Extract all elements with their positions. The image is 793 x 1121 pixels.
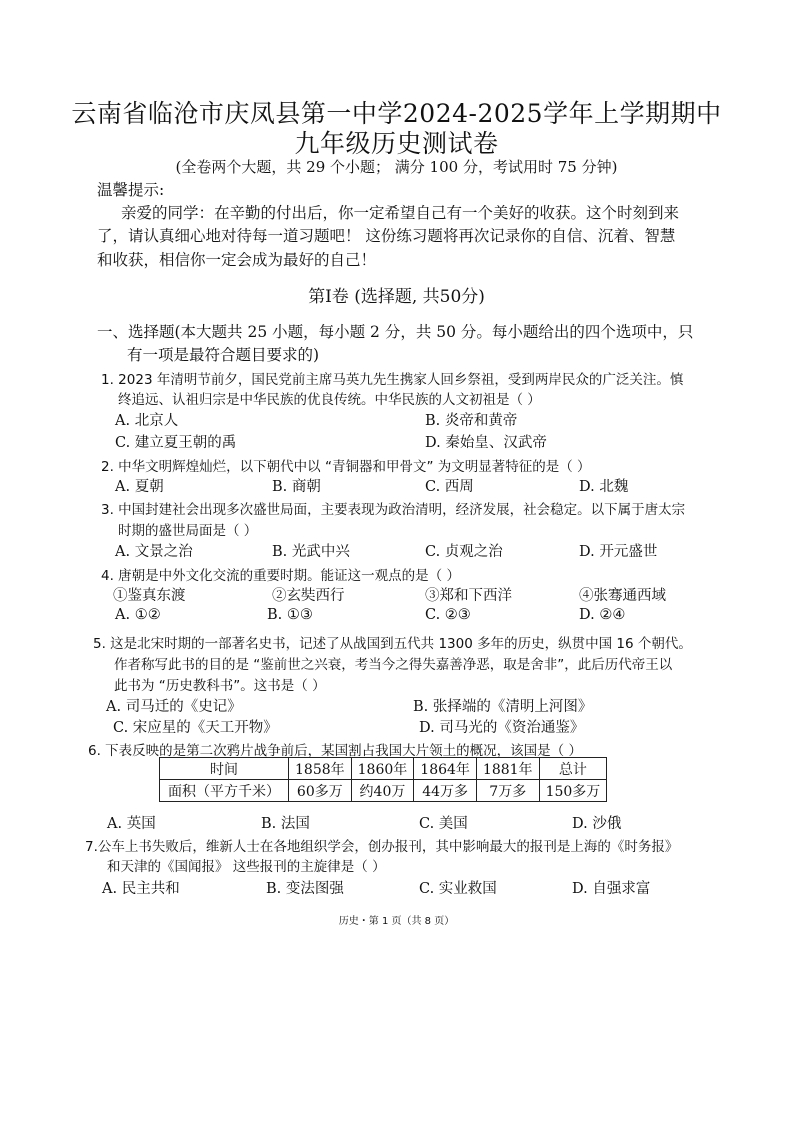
- q2-option-c: C. 西周: [425, 479, 474, 495]
- table-cell: 1881年: [476, 758, 539, 780]
- q6-option-b: B. 法国: [261, 816, 310, 832]
- table-cell: 60多万: [289, 780, 352, 802]
- section-title: 第Ⅰ卷 (选择题, 共50分): [308, 287, 485, 307]
- table-cell: 1864年: [414, 758, 477, 780]
- q7-option-a: A. 民主共和: [102, 881, 180, 897]
- section-intro-line2: 有一项是最符合题目要求的): [127, 346, 320, 364]
- tips-line3: 和收获，相信你一定会成为最好的自己！: [97, 251, 377, 269]
- q4-stem-line1: 4. 唐朝是中外文化交流的重要时期。能证这一观点的是（ ）: [101, 568, 460, 584]
- q2-option-b: B. 商朝: [272, 479, 321, 495]
- q4-option-b: B. ①③: [267, 607, 313, 623]
- q7-stem-line1: 7.公车上书失败后，维新人士在各地组织学会，创办报刊，其中影响最大的报刊是上海的《时务报》: [85, 839, 679, 855]
- table-cell: 约40万: [351, 780, 414, 802]
- q7-option-c: C. 实业救国: [419, 881, 497, 897]
- section-intro-line1: 一、选择题(本大题共 25 小题，每小题 2 分，共 50 分。每小题给出的四个选项中，只: [97, 323, 694, 341]
- q7-stem-line2: 和天津的《国闻报》 这些报刊的主旋律是（ ）: [107, 859, 386, 875]
- tips-heading: 温馨提示:: [97, 181, 165, 199]
- q4-item-3: ③郑和下西洋: [425, 588, 512, 604]
- q5-stem-line1: 5. 这是北宋时期的一部著名史书，记述了从战国到五代共 1300 多年的历史，纵贯中国 16 个朝代。: [93, 636, 692, 652]
- q1-option-c: C. 建立夏王朝的禹: [115, 435, 237, 451]
- table-cell: 1858年: [289, 758, 352, 780]
- q3-stem-line2: 时期的盛世局面是（ ）: [118, 523, 258, 539]
- table-row: [160, 758, 607, 780]
- q4-item-2: ②玄奘西行: [272, 588, 345, 604]
- q6-data-table: [159, 757, 607, 802]
- q4-item-1: ①鉴真东渡: [113, 588, 186, 604]
- q2-option-a: A. 夏朝: [115, 479, 164, 495]
- q5-option-d: D. 司马光的《资治通鉴》: [419, 720, 585, 736]
- q6-option-d: D. 沙俄: [572, 816, 622, 832]
- q3-option-b: B. 光武中兴: [272, 544, 350, 560]
- q5-stem-line2: 作者称写此书的目的是 “鉴前世之兴衰，考当今之得失嘉善净恶，取是舍非”，此后历代帝王以: [114, 657, 673, 673]
- q2-option-d: D. 北魏: [579, 479, 629, 495]
- q7-option-d: D. 自强求富: [572, 881, 651, 897]
- table-row: [160, 780, 607, 802]
- q3-option-d: D. 开元盛世: [579, 544, 658, 560]
- table-cell: 7万多: [476, 780, 539, 802]
- q6-option-c: C. 美国: [419, 816, 468, 832]
- table-cell: 时间: [160, 758, 289, 780]
- tips-line2: 了，请认真细心地对待每一道习题吧！ 这份练习题将再次记录你的自信、沉着、智慧: [97, 227, 676, 245]
- exam-subtitle: (全卷两个大题，共 29 个小题； 满分 100 分，考试用时 75 分钟): [175, 158, 618, 176]
- q4-option-a: A. ①②: [115, 607, 161, 623]
- table-cell: 面积（平方千米）: [160, 780, 289, 802]
- tips-line1: 亲爱的同学：在辛勤的付出后，你一定希望自己有一个美好的收获。这个时刻到来: [121, 204, 680, 222]
- q6-stem-line1: 6. 下表反映的是第二次鸦片战争前后，某国割占我国大片领土的概况，该国是（ ）: [88, 743, 582, 759]
- q1-stem-line2: 终追远、认祖归宗是中华民族的优良传统。中华民族的人文初祖是（ ）: [118, 392, 541, 408]
- page-footer: 历史・第 1 页（共 8 页）: [338, 916, 455, 927]
- q1-option-a: A. 北京人: [115, 413, 179, 429]
- table-cell: 44万多: [414, 780, 477, 802]
- q5-stem-line3: 此书为 “历史教科书”。这书是（ ）: [114, 678, 326, 694]
- q5-option-c: C. 宋应星的《天工开物》: [113, 720, 278, 736]
- exam-title-line2: 九年级历史测试卷: [294, 129, 499, 158]
- table-cell: 总计: [539, 758, 607, 780]
- table-cell: 1860年: [351, 758, 414, 780]
- q1-option-d: D. 秦始皇、汉武帝: [425, 435, 547, 451]
- q7-option-b: B. 变法图强: [266, 881, 344, 897]
- q3-stem-line1: 3. 中国封建社会出现多次盛世局面，主要表现为政治清明，经济发展，社会稳定。以下属于唐太宗: [101, 502, 686, 518]
- q6-option-a: A. 英国: [107, 816, 156, 832]
- q4-option-c: C. ②③: [425, 607, 471, 623]
- q3-option-a: A. 文景之治: [115, 544, 193, 560]
- table-cell: 150多万: [539, 780, 607, 802]
- q1-option-b: B. 炎帝和黄帝: [425, 413, 518, 429]
- q3-option-c: C. 贞观之治: [425, 544, 503, 560]
- q5-option-a: A. 司马迁的《史记》: [106, 699, 242, 715]
- q1-stem-line1: 1. 2023 年清明节前夕，国民党前主席马英九先生携家人回乡祭祖，受到两岸民众的广泛关注。慎: [101, 372, 684, 388]
- q5-option-b: B. 张择端的《清明上河图》: [413, 699, 593, 715]
- q2-stem-line1: 2. 中华文明辉煌灿烂，以下朝代中以 “青铜器和甲骨文” 为文明显著特征的是（ ）: [101, 459, 591, 475]
- exam-title-line1: 云南省临沧市庆凤县第一中学2024-2025学年上学期期中: [71, 99, 722, 128]
- q4-option-d: D. ②④: [579, 607, 626, 623]
- q4-item-4: ④张骞通西域: [579, 588, 666, 604]
